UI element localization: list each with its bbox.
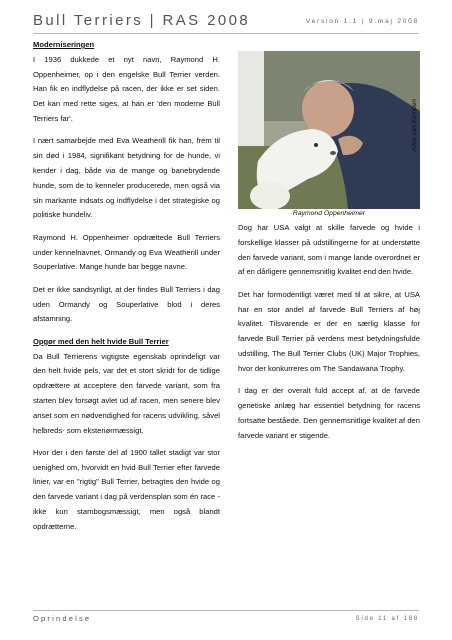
page-header [33, 10, 419, 34]
header-rule [33, 33, 419, 34]
paragraph: Raymond H. Oppenheimer opdrættede Bull Terriers under kennelnavnet, Ormandy og Eva Weatherill under Souperlative. Mange hunde bar begge navne. [33, 232, 220, 272]
paragraph: Det er ikke sandsynligt, at der findes Bull Terriers i dag uden Ormandy og Souperlative blod i deres afstamning. [33, 284, 220, 324]
paragraph: Hvor der i den første del af 1900 tallet stadigt var stor uenighed om, hvorvidt en hvid Bull Terrier efter farvede linier, var en "rigtig" Bull Terrier, betragtes den hvide og den farvede variant i dag på verdensplan som én race - ikke kun stambogsmæssigt, men også blandt opdrætterne. [33, 447, 220, 531]
paragraph: I dag er der overalt fuld accept af, at de farvede genetiske anlæg har essentiel betydning for racens fortsatte beståede. Den gennemsnitlige kvalitet af den farvede variant er stigende. [238, 386, 420, 440]
left-column [33, 38, 220, 535]
photo-oppenheimer-with-dog [238, 51, 420, 209]
photo-credit: Alice van Kempen [411, 99, 418, 152]
paragraph: I nært samarbejde med Eva Weatherill fik han, frem til sin død i 1984, signifikant betydning for de hunde, vi kender i dag, både via de mange og banebrydende hunde, som de to kenneler producerede, men også via sin markante indsats og indflydelse i det strategiske og politiske hundeliv. [33, 136, 220, 220]
page-number: Side 11 af 188 [355, 616, 419, 622]
photo-caption: Raymond Oppenheimer [292, 210, 366, 217]
right-column [238, 221, 420, 443]
document-title: Bull Terriers | RAS 2008 [33, 12, 251, 29]
footer-section-label: Oprindelse [33, 614, 92, 623]
section-heading: Opgør med den helt hvide Bull Terrier [33, 336, 169, 346]
paragraph: I 1936 dukkede et nyt navn, Raymond H. Oppenheimer, op i den engelske Bull Terrier verden. Han fik en indflydelse på racen, der ikke er set siden. Det kan med rette siges, at han er 'den moderne Bull Terriers far'. [33, 54, 220, 123]
section-heading: Moderniseringen [33, 40, 95, 49]
footer-rule [33, 610, 419, 611]
paragraph: Dog har USA valgt at skille farvede og hvide i forskellige klasser på udstillingerne for at understøtte den farvede variant, som i mange lande overordnet er af en dårligere gennemsnitlig kvalitet end den hvide. [238, 223, 420, 277]
paragraph: Det har formodentligt været med til at sikre, at USA har en stor andel af farvede Bull Terriers af høj kvalitet. Tilsvarende er der en særlig klasse for farvede Bull Terrier på verdens mest betydningsfulde udstilling, The Bull Terrier Clubs (UK) Major Trophies, hvor der konkurreres om The Sandawana Trophy. [238, 289, 420, 373]
version-label: Version 1.1 | 9.maj 2008 [305, 18, 419, 25]
paragraph: Da Bull Terrierens vigtigste egenskab oprindeligt var den helt hvide pels, var det et stort skridt for de tidlige opdrættere at acceptere den farvede variant, som fra starten blev forsøgt avlet ud af racen, men senere blev anset som en nødvendighed for racens udvikling, såvel helbreds- som eksteriørmæssigt. [33, 351, 220, 435]
photo-illustration [238, 51, 420, 209]
